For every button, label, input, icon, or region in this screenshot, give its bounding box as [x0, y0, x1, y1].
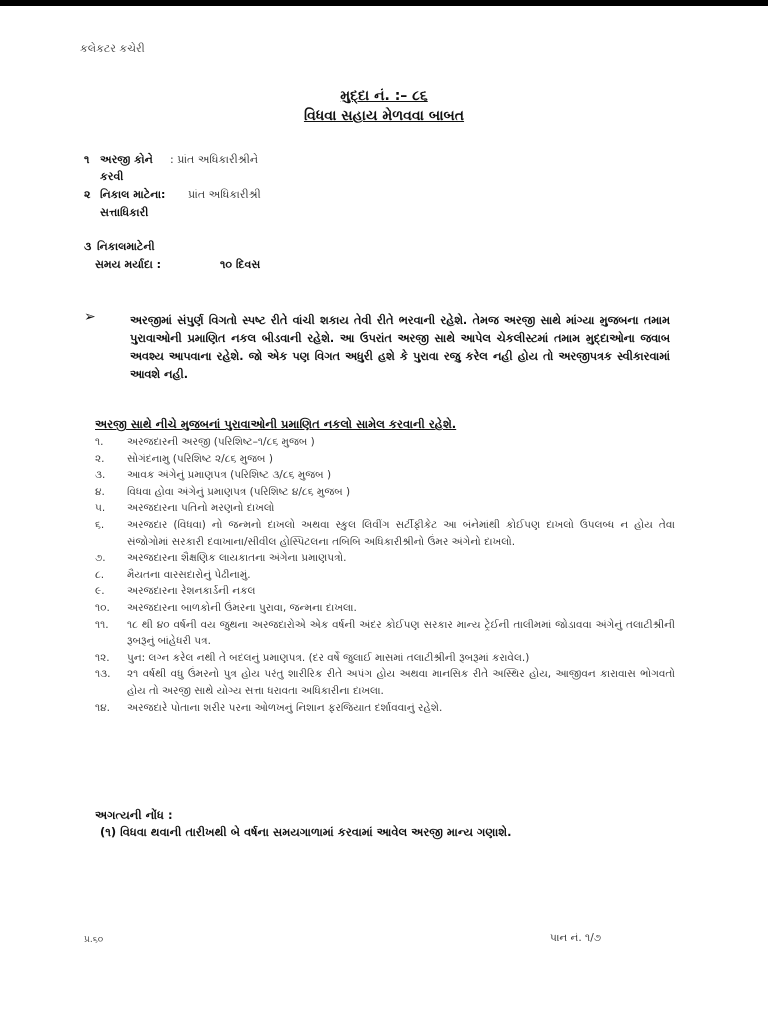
list-item: ૭. અરજદારના શૈક્ષણિક લાયકાતના અંગેના પ્રમાણપત્રો. [95, 552, 347, 565]
list-item: ૮. મૈયતના વારસદારોનું પેઢીનામું. [95, 568, 251, 581]
page-number: પાન નં. ૧/૭ [550, 932, 602, 944]
list-item: ૧૨. પુન: લગ્ન કરેલ નથી તે બદલનું પ્રમાણપત્ર. (દર વર્ષે જુલાઈ માસમાં તલાટીશ્રીની રૂબરૂમાં કરાવેલ.) [95, 651, 530, 664]
field-3-label-cont: સમય મર્યાદા : [95, 258, 162, 271]
document-title: વિધવા સહાય મેળવવા બાબત [303, 108, 465, 124]
important-note-heading: અગત્યની નોંધ : [95, 808, 173, 822]
documents-section-heading: અરજી સાથે નીચે મુજબનાં પુરાવાઓની પ્રમાણિત નકલો સામેલ કરવાની રહેશે. [95, 417, 457, 431]
field-1-label-cont: કરવી [100, 170, 124, 183]
field-2-value: પ્રાંત અધિકારીશ્રી [188, 188, 261, 201]
list-item: ૯. અરજદારના રેશનકાર્ડની નકલ [95, 585, 256, 598]
list-item: ૧. અરજદારની અરજી (પરિશિષ્ટ–૧/૮૬ મુજબ ) [95, 436, 315, 448]
field-3-label: નિકાલમાટેની [97, 240, 155, 253]
field-1-label: અરજી કોને [100, 153, 153, 166]
list-item: ૨. સોગંદનામુ (પરિશિષ્ટ ૨/૮૬ મુજબ ) [95, 452, 273, 465]
arrow-bullet-icon: ➢ [84, 309, 96, 325]
documents-list [95, 434, 675, 716]
instructions-paragraph: અરજીમાં સંપુર્ણ વિગતો સ્પષ્ટ રીતે વાંચી શકાય તેવી રીતે ભરવાની રહેશે. તેમજ અરજી સાથે માંગ્યા મુજબના તમામ પુરાવાઓની પ્રમાણિત નકલ બીડવાની રહેશે. આ ઉપરાંત અરજી સાથે આપેલ ચેકલીસ્ટમાં તમામ મુદ્દાઓના જવાબ અવશ્ય આપવાના રહેશે. જો એક પણ વિગત અધુરી હશે કે પુરાવા રજુ કરેલ નહી હોય તો અરજીપત્રક સ્વીકારવામાં આવશે નહી. [130, 314, 670, 381]
field-3-number: ૩ [84, 240, 92, 253]
list-item: ૩. આવક અંગેનું પ્રમાણપત્ર (પરિશિષ્ટ ૩/૮૬ મુજબ ) [95, 469, 332, 482]
list-item: ૧૪. અરજદારે પોતાના શરીર પરના ઓળખનું નિશાન ફરજિયાત દર્શાવવાનું રહેશે. [95, 701, 443, 714]
field-2-label-cont: સત્તાધિકારી [100, 206, 149, 219]
list-item: ૪. વિધવા હોવા અંગેનું પ્રમાણપત્ર (પરિશિષ્ટ ૪/૮૬ મુજબ ) [95, 485, 351, 498]
form-number: પ્ર.૬૦ [84, 935, 104, 945]
list-item: ૫. અરજદારના પતિનો મરણનો દાખલો [95, 502, 275, 515]
field-2-label: નિકાલ માટેના: [100, 188, 166, 201]
point-number-title: મુદ્દા નં. :– ૮૬ [340, 88, 428, 104]
field-2-number: ૨ [84, 188, 91, 201]
office-name: કલેકટર કચેરી [80, 42, 145, 55]
important-note-item: (૧) વિધવા થવાની તારીખથી બે વર્ષના સમયગાળામાં કરવામાં આવેલ અરજી માન્ય ગણાશે. [100, 825, 512, 839]
list-item: ૧૧. ૧૮ થી ૪૦ વર્ષની વય જુથના અરજદારોએ એક વર્ષની અંદર કોઈપણ સરકાર માન્ય ટ્રેઈની તાલીમમાં જોડાવવા અંગેનું તલાટીશ્રીની રૂબરૂનું બાંહેધરી પત્ર. [95, 618, 675, 648]
field-3-value: ૧૦ દિવસ [220, 258, 261, 271]
list-item: ૬. અરજદાર (વિધવા) નો જન્મનો દાખલો અથવા સ્કુલ લિવીંગ સર્ટીફીકેટ આ બંનેમાંથી કોઈપણ દાખલો ઉપલબ્ધ ન હોય તેવા સંજોગોમાં સરકારી દવાખાના/સીવીલ હોસ્પિટલના તબિબિ અધિકારીશ્રીનો ઉંમર અંગેનો દાખલો. [95, 518, 675, 548]
list-item: ૧૩. ૨૧ વર્ષથી વધુ ઉંમરનો પુત્ર હોય પરંતુ શારીરિક રીતે અપંગ હોય અથવા માનસિક રીતે અસ્થિર હોય, આજીવન કારાવાસ ભોગવતો હોય તો અરજી સાથે યોગ્ય સત્તા ધરાવતા અધિકારીના દાખલા. [95, 668, 675, 697]
field-1-number: ૧ [84, 153, 90, 166]
field-1-value: : પ્રાંત અધિકારીશ્રીને [170, 153, 259, 166]
top-border [0, 0, 768, 6]
list-item: ૧૦. અરજદારના બાળકોની ઉંમરના પુરાવા, જન્મના દાખલા. [95, 601, 357, 614]
